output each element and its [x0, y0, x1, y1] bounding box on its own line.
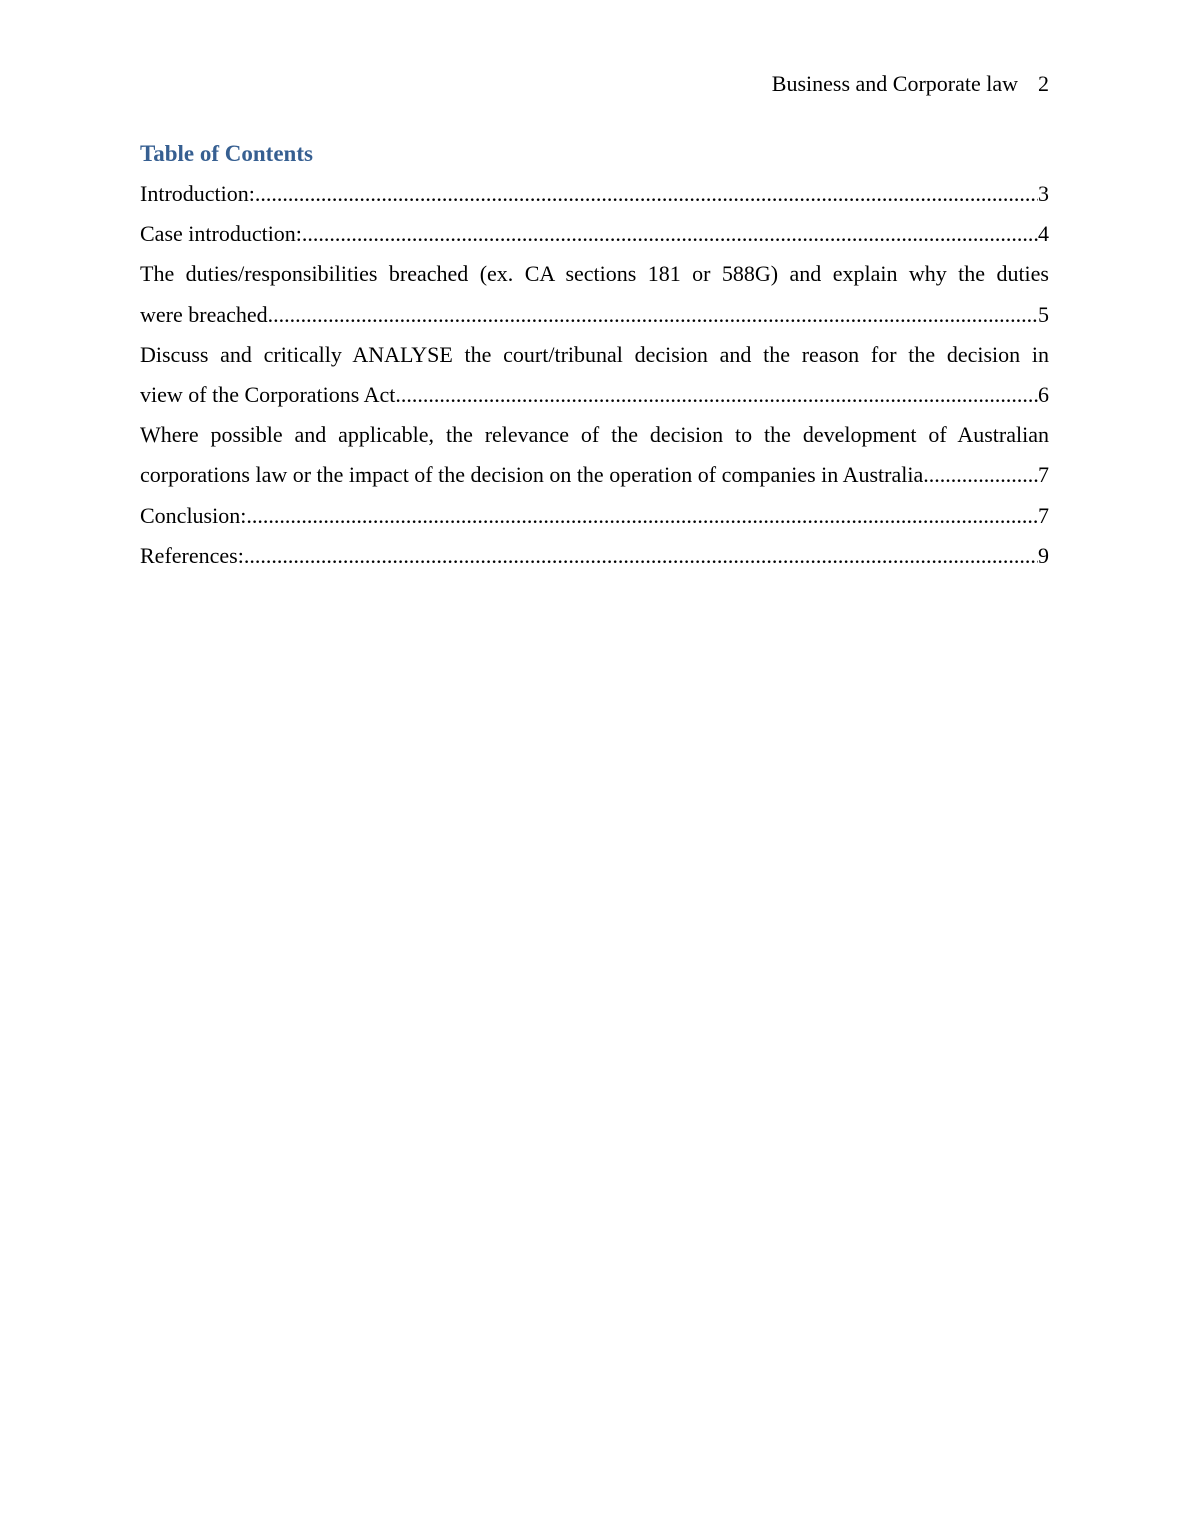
toc-entry-line [140, 375, 1049, 415]
running-title: Business and Corporate law [771, 71, 1018, 96]
toc-entry-line [140, 174, 1049, 214]
toc-entry-line [140, 295, 1049, 335]
toc-page-number: 5 [1038, 301, 1049, 327]
toc-entry-text: Case introduction: [140, 221, 302, 247]
toc-entry-line [140, 536, 1049, 576]
toc-page-number: 9 [1038, 542, 1049, 568]
toc-entry-line [140, 455, 1049, 495]
toc-entry-text: corporations law or the impact of the decision on the operation of companies in Australia [140, 462, 924, 488]
toc-entry-court-decision[interactable] [140, 335, 1049, 415]
toc-page-number: 7 [1038, 462, 1049, 488]
toc-entry-text: Conclusion: [140, 502, 247, 528]
page-number: 2 [1038, 71, 1049, 96]
toc-entry-relevance[interactable] [140, 415, 1049, 495]
toc-page-number: 6 [1038, 382, 1049, 408]
toc-entry-conclusion[interactable] [140, 496, 1049, 536]
toc-leader-dots [244, 536, 1038, 576]
toc-entry-text: were breached [140, 301, 268, 327]
toc-entry-text: Introduction: [140, 181, 255, 206]
toc-leader-dots [395, 375, 1038, 415]
toc-entry-text-lead: Where possible and applicable, the relevance of the decision to the development of Australian [140, 422, 1049, 448]
toc-entry-line [140, 214, 1049, 254]
toc-entry-duties-breached[interactable] [140, 254, 1049, 334]
toc-entry-text-lead: The duties/responsibilities breached (ex. CA sections 181 or 588G) and explain why the duties [140, 261, 1049, 287]
toc-entry-introduction[interactable] [140, 174, 1049, 214]
toc-leader-dots [255, 174, 1038, 214]
page-header [140, 70, 1049, 98]
toc-entry-text: References: [140, 542, 244, 568]
toc-page-number: 3 [1038, 181, 1049, 206]
toc-page-number: 7 [1038, 502, 1049, 528]
toc-leader-dots [268, 295, 1038, 335]
toc-entry-case-introduction[interactable] [140, 214, 1049, 254]
toc-entry-text-lead: Discuss and critically ANALYSE the court/tribunal decision and the reason for the decision in [140, 341, 1049, 367]
toc-leader-dots [302, 214, 1038, 254]
toc-leader-dots [246, 496, 1038, 536]
table-of-contents [140, 174, 1049, 576]
toc-title: Table of Contents [140, 141, 313, 166]
toc-entry-references[interactable] [140, 536, 1049, 576]
toc-leader-dots [923, 455, 1038, 495]
toc-entry-text: view of the Corporations Act [140, 382, 396, 408]
toc-entry-line [140, 496, 1049, 536]
toc-page-number: 4 [1038, 221, 1049, 247]
